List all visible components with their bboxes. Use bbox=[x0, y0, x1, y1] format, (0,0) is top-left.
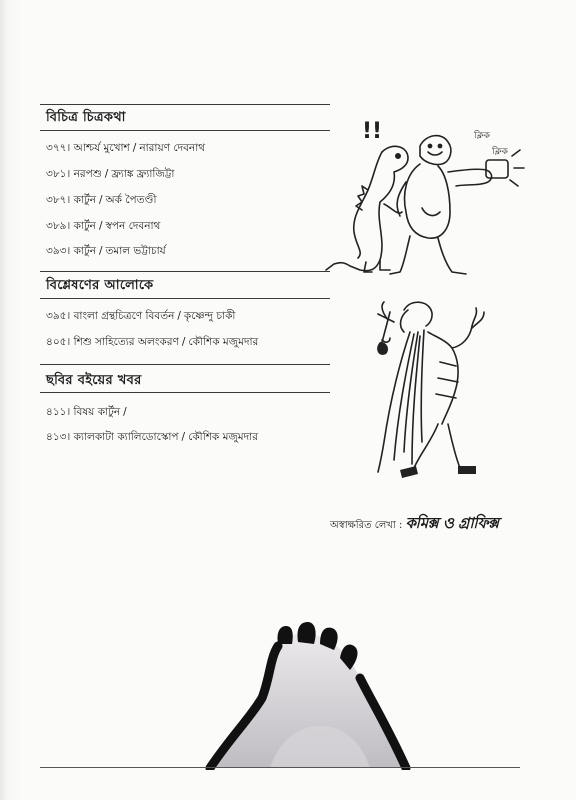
page-number: ৩৯৫। bbox=[46, 310, 71, 322]
credit-label: অস্বাক্ষরিত লেখা : bbox=[330, 520, 403, 531]
separator: / bbox=[132, 142, 137, 154]
separator: / bbox=[98, 220, 103, 232]
section-title-3: ছবির বইয়ের খবর bbox=[46, 373, 142, 388]
click-sound-text: ক্লিক bbox=[474, 131, 490, 141]
entry-author: কৌশিক মজুমদার bbox=[188, 336, 259, 348]
separator: / bbox=[104, 168, 109, 180]
section-2-top-rule bbox=[40, 271, 330, 272]
toc-entry[interactable] bbox=[46, 141, 205, 158]
toc-entry[interactable] bbox=[46, 193, 156, 210]
bearded-man-cartoon-illustration bbox=[360, 292, 500, 490]
page-number: ৩৮৭। bbox=[46, 194, 71, 206]
credit-line bbox=[330, 512, 499, 537]
toc-entry[interactable] bbox=[46, 219, 160, 236]
dinosaur-ape-cartoon-illustration bbox=[320, 112, 530, 284]
separator: / bbox=[123, 406, 127, 418]
entry-title: শিশু সাহিত্যের অলংকরণ bbox=[73, 336, 179, 348]
exclamation-text: !! bbox=[362, 119, 383, 144]
separator: / bbox=[177, 310, 181, 322]
separator: / bbox=[181, 431, 186, 443]
page-number: ৪১১। bbox=[46, 406, 71, 418]
separator: / bbox=[181, 336, 186, 348]
giant-foot-illustration bbox=[200, 618, 430, 770]
toc-entry[interactable] bbox=[46, 430, 258, 447]
page-number: ৩৮৯। bbox=[46, 220, 71, 232]
separator: / bbox=[98, 194, 103, 206]
entry-title: বাংলা গ্রন্থচিত্রণে বিবর্তন bbox=[73, 310, 175, 322]
section-title-2: বিশ্লেষণের আলোকে bbox=[46, 278, 154, 293]
section-3-top-rule bbox=[40, 364, 330, 365]
toc-entry[interactable] bbox=[46, 167, 174, 184]
toc-entry[interactable] bbox=[46, 335, 258, 352]
entry-author: কৌশিক মজুমদার bbox=[188, 431, 258, 443]
entry-title: কার্টুন bbox=[73, 194, 96, 206]
entry-author: কৃষ্ণেন্দু চাকী bbox=[183, 310, 236, 322]
page-number: ৩৮১। bbox=[46, 168, 71, 180]
section-2-bottom-rule bbox=[40, 298, 330, 299]
entry-author: স্বপন দেবনাথ bbox=[105, 220, 161, 232]
entry-title: কার্টুন bbox=[73, 245, 96, 257]
bottom-rule bbox=[40, 767, 520, 768]
separator: / bbox=[98, 245, 103, 257]
toc-entry[interactable] bbox=[46, 309, 235, 326]
click-sound-text: ক্লিক bbox=[492, 147, 508, 157]
comics-graphics-logo: কমিক্স ও গ্রাফিক্স bbox=[405, 514, 499, 532]
section-3-bottom-rule bbox=[40, 392, 330, 393]
entry-author: তমাল ভট্টাচার্য bbox=[105, 245, 166, 257]
page-number: ৪০৫। bbox=[46, 336, 71, 348]
entry-title: ক্যালকাটা ক্যালিডোস্কোপ bbox=[73, 431, 179, 443]
toc-entry[interactable] bbox=[46, 405, 130, 422]
section-title-1: বিচিত্র চিত্রকথা bbox=[46, 110, 126, 125]
page-number: ৩৭৭। bbox=[46, 142, 71, 154]
entry-title: আশ্চর্য মুখোশ bbox=[73, 142, 130, 154]
entry-title: নরপশু bbox=[73, 168, 102, 180]
entry-title: কার্টুন bbox=[73, 220, 96, 232]
entry-author: নারায়ণ দেবনাথ bbox=[139, 142, 206, 154]
page-number: ৪১৩। bbox=[46, 431, 71, 443]
toc-entry[interactable] bbox=[46, 244, 166, 261]
entry-author: অর্ক পৈতণ্ডী bbox=[105, 194, 157, 206]
entry-author: ফ্র্যাঙ্ক ফ্র্যাজিট্টা bbox=[111, 168, 175, 180]
section-1-top-rule bbox=[40, 104, 330, 105]
page-number: ৩৯৩। bbox=[46, 245, 71, 257]
entry-title: বিষয় কার্টুন bbox=[73, 406, 121, 418]
section-1-bottom-rule bbox=[40, 130, 330, 131]
